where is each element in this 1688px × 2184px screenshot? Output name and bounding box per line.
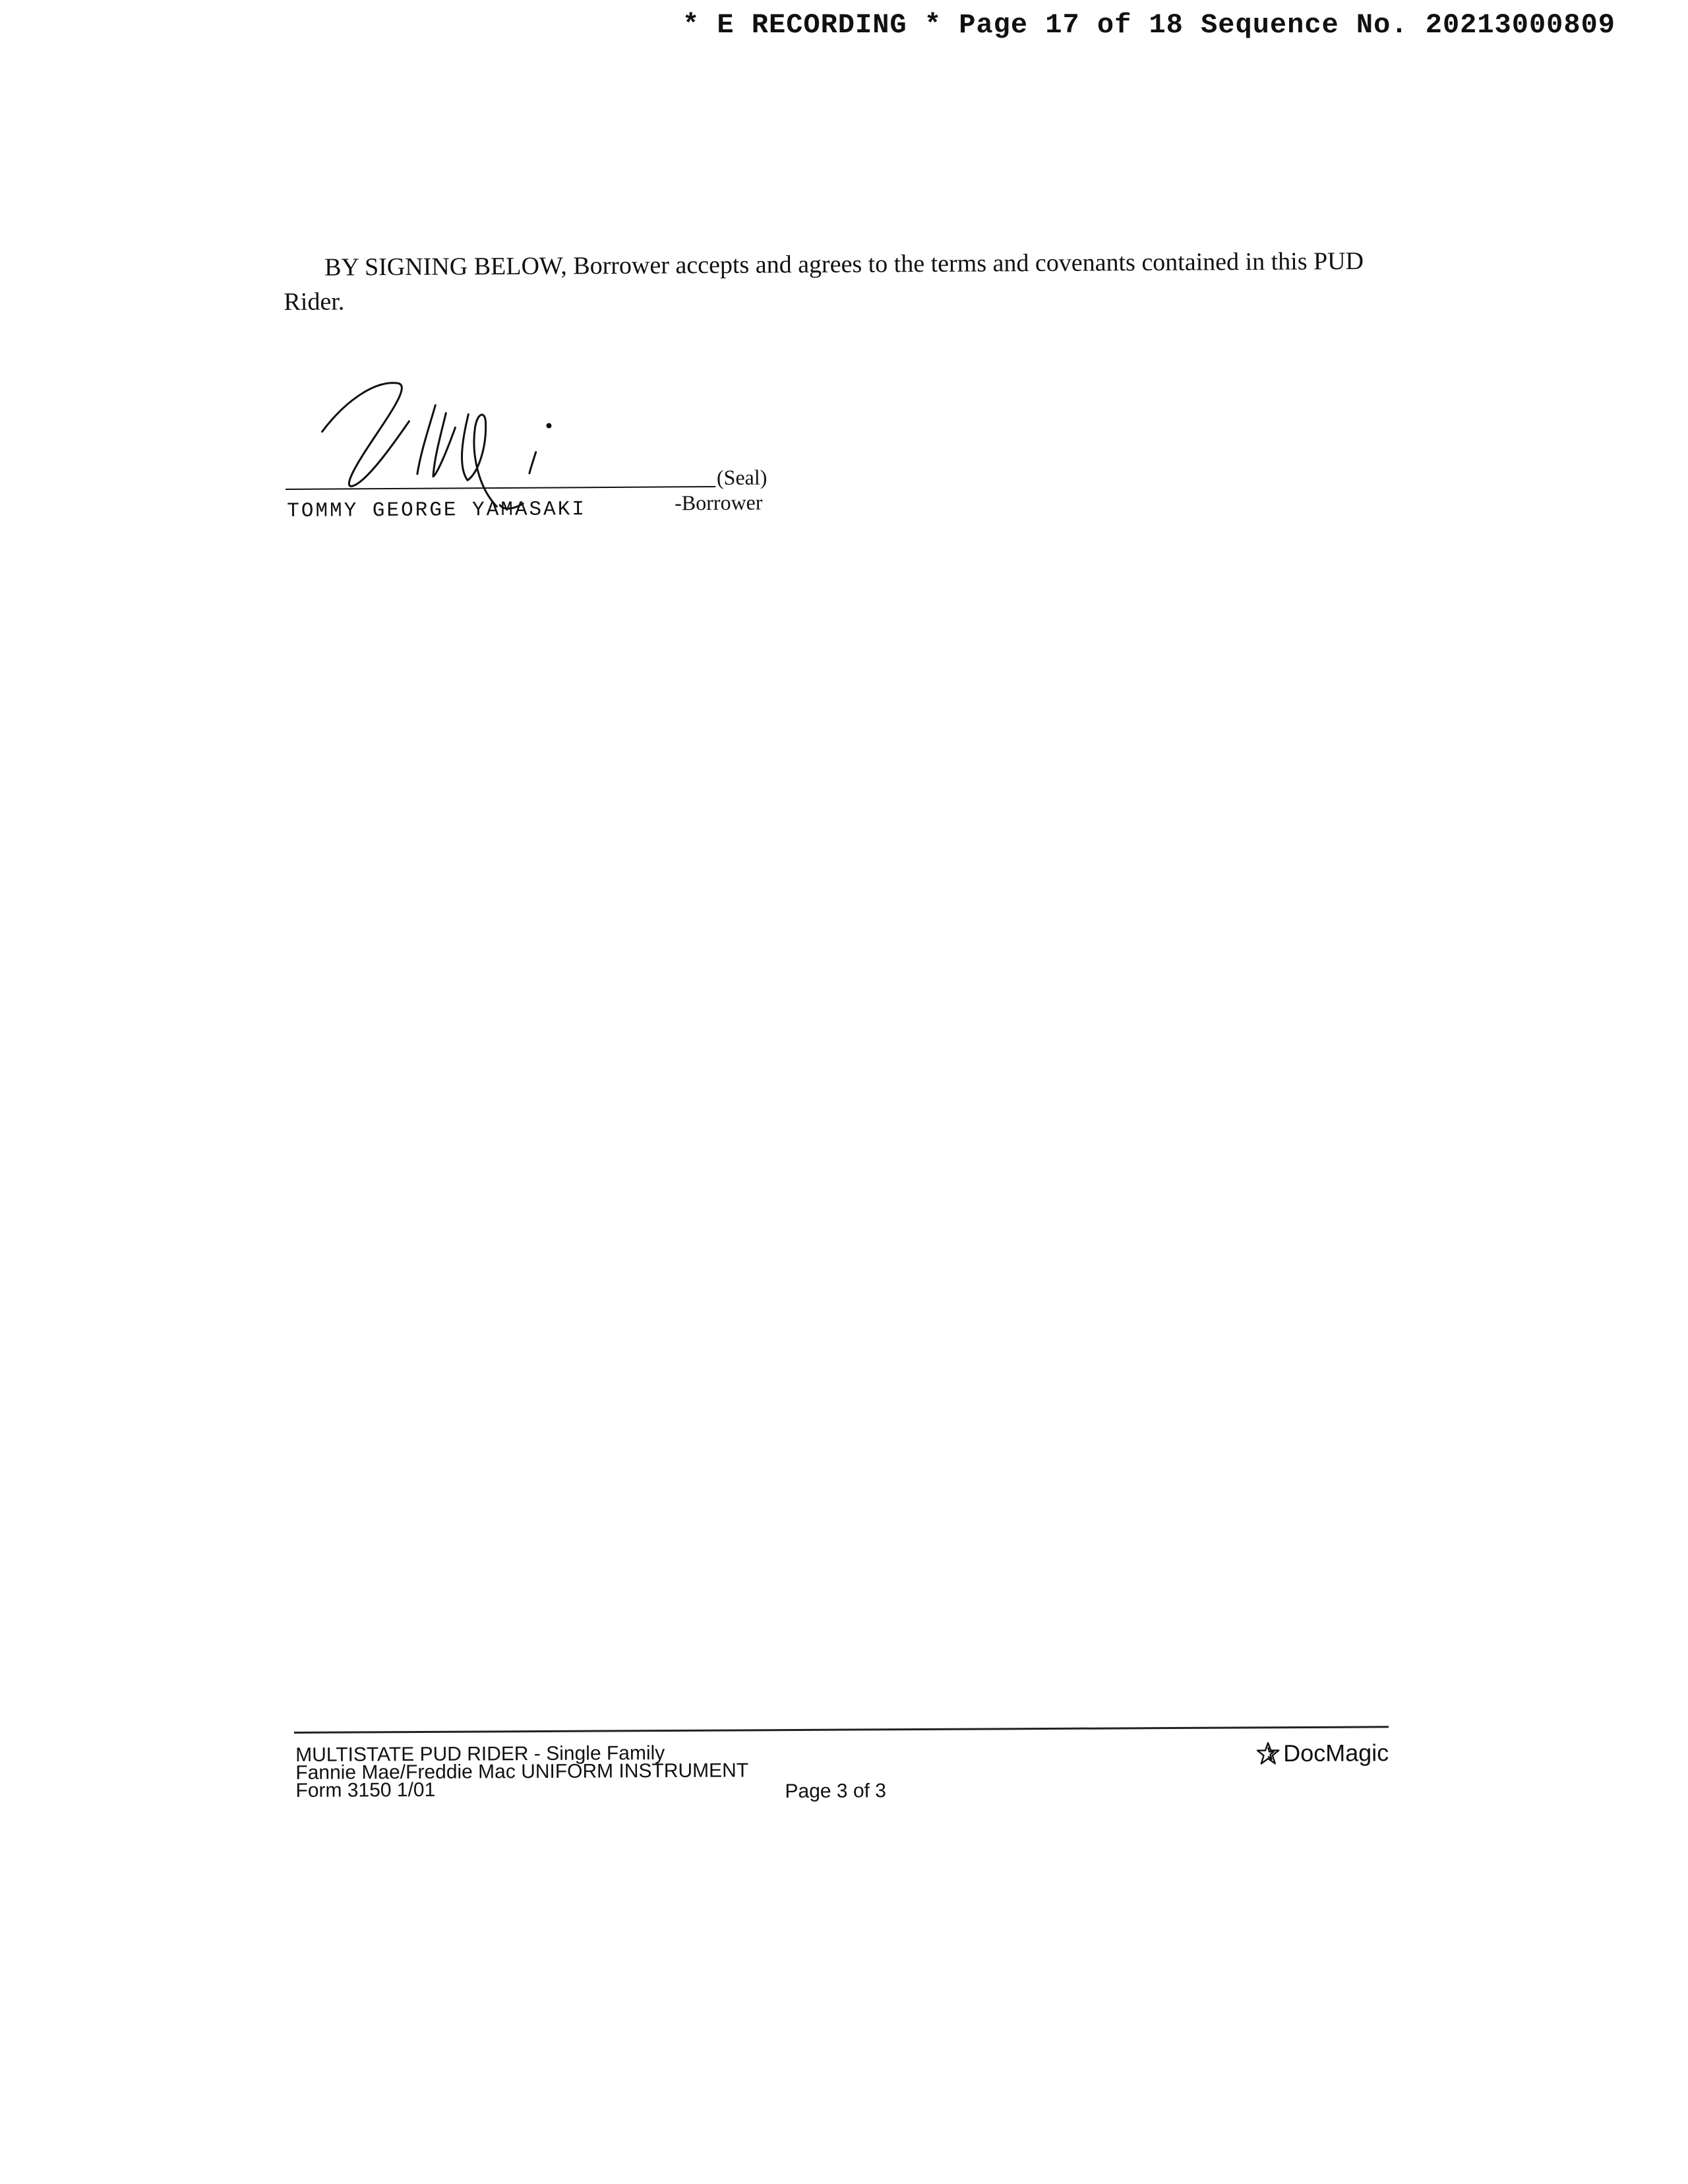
form-identification [295,1744,748,1800]
brand-name: DocMagic [1283,1739,1389,1767]
seal-label: (Seal) [716,465,768,490]
form-instrument-line: Fannie Mae/Freddie Mac UNIFORM INSTRUMENT [295,1759,749,1784]
form-title-line: MULTISTATE PUD RIDER - Single Family [295,1742,665,1766]
star-icon [1255,1741,1281,1766]
agreement-statement [284,244,1405,319]
form-number-line: Form 3150 1/01 [295,1778,436,1802]
recording-stamp: * E RECORDING * Page 17 of 18 Sequence No. 20213000809 [682,9,1615,41]
borrower-name: TOMMY GEORGE YAMASAKI [287,498,587,523]
footer-rule [294,1726,1389,1734]
borrower-role-label: -Borrower [675,490,763,515]
agreement-text: BY SIGNING BELOW, Borrower accepts and agrees to the terms and covenants contained in this PUD Rider. [284,247,1364,316]
form-footer [294,1726,1389,1824]
signature-block [285,373,787,534]
page-number: Page 3 of 3 [785,1780,887,1803]
brand-logo [1255,1739,1389,1767]
